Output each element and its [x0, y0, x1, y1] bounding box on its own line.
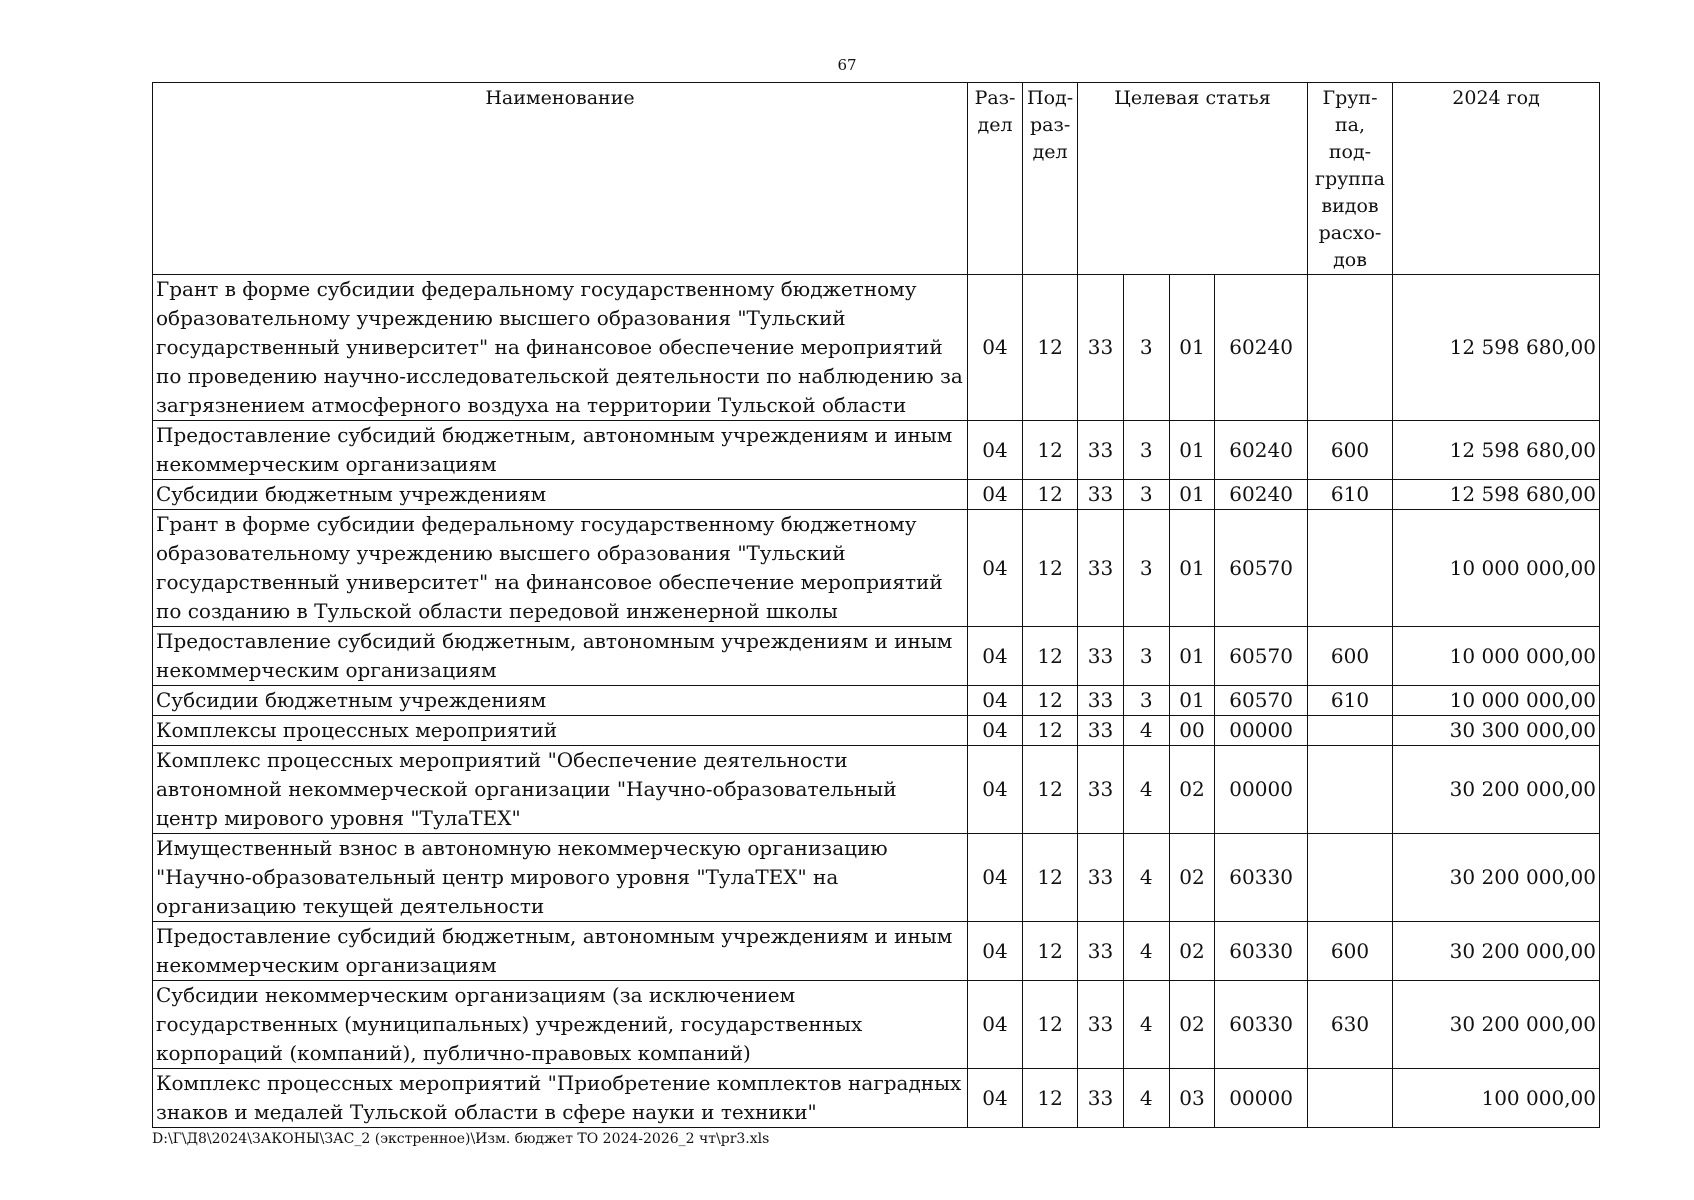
row-target-part4-cell: 60570	[1215, 686, 1308, 716]
table-row	[153, 922, 1600, 981]
row-name-cell: Грант в форме субсидии федеральному государственному бюджетному образовательному учреждению высшего образования "Тульский государственный университет" на финансовое обеспечение мероприятий по созданию в Тульской области передовой инженерной школы	[153, 510, 968, 627]
row-target-part3-cell: 02	[1169, 834, 1215, 922]
row-razdel-cell: 04	[967, 627, 1022, 686]
row-target-part1-cell: 33	[1078, 421, 1124, 480]
row-target-part4-cell: 60570	[1215, 510, 1308, 627]
row-amount-cell: 12 598 680,00	[1393, 421, 1600, 480]
row-target-part3-cell: 01	[1169, 421, 1215, 480]
row-name-cell: Предоставление субсидий бюджетным, автономным учреждениям и иным некоммерческим организациям	[153, 421, 968, 480]
header-group	[1307, 83, 1392, 275]
row-target-part4-cell: 60330	[1215, 922, 1308, 981]
row-target-part1-cell: 33	[1078, 275, 1124, 421]
row-group-cell	[1307, 746, 1392, 834]
row-target-part4-cell: 00000	[1215, 746, 1308, 834]
row-razdel-cell: 04	[967, 922, 1022, 981]
row-target-part4-cell: 60240	[1215, 421, 1308, 480]
row-amount-cell: 100 000,00	[1393, 1069, 1600, 1128]
header-target-article: Целевая статья	[1078, 83, 1308, 275]
table-row	[153, 275, 1600, 421]
row-name-cell: Комплекс процессных мероприятий "Приобретение комплектов наградных знаков и медалей Тульской области в сфере науки и техники"	[153, 1069, 968, 1128]
row-name-cell: Грант в форме субсидии федеральному государственному бюджетному образовательному учреждению высшего образования "Тульский государственный университет" на финансовое обеспечение мероприятий по проведению научно-исследовательской деятельности по наблюдению за загрязнением атмосферного воздуха на территории Тульской области	[153, 275, 968, 421]
header-razdel-text: Раз- дел	[974, 87, 1016, 136]
row-amount-cell: 10 000 000,00	[1393, 510, 1600, 627]
row-razdel-cell: 04	[967, 421, 1022, 480]
row-group-cell: 610	[1307, 686, 1392, 716]
row-razdel-cell: 04	[967, 834, 1022, 922]
row-target-part1-cell: 33	[1078, 746, 1124, 834]
row-target-part2-cell: 4	[1123, 716, 1169, 746]
row-name-cell: Субсидии некоммерческим организациям (за исключением государственных (муниципальных) учреждений, государственных корпораций (компаний), публично-правовых компаний)	[153, 981, 968, 1069]
page-number: 67	[837, 56, 857, 74]
row-podrazdel-cell: 12	[1023, 510, 1078, 627]
table-row	[153, 480, 1600, 510]
row-podrazdel-cell: 12	[1023, 981, 1078, 1069]
row-target-part2-cell: 4	[1123, 922, 1169, 981]
row-target-part2-cell: 4	[1123, 981, 1169, 1069]
row-name-cell: Комплексы процессных мероприятий	[153, 716, 968, 746]
row-target-part2-cell: 4	[1123, 1069, 1169, 1128]
row-podrazdel-cell: 12	[1023, 746, 1078, 834]
row-razdel-cell: 04	[967, 981, 1022, 1069]
row-group-cell: 630	[1307, 981, 1392, 1069]
table-row	[153, 1069, 1600, 1128]
row-amount-cell: 30 300 000,00	[1393, 716, 1600, 746]
row-target-part1-cell: 33	[1078, 627, 1124, 686]
row-podrazdel-cell: 12	[1023, 421, 1078, 480]
row-group-cell	[1307, 834, 1392, 922]
row-amount-cell: 30 200 000,00	[1393, 981, 1600, 1069]
row-target-part4-cell: 00000	[1215, 1069, 1308, 1128]
row-podrazdel-cell: 12	[1023, 922, 1078, 981]
header-razdel	[967, 83, 1022, 275]
table-row	[153, 686, 1600, 716]
table-row	[153, 834, 1600, 922]
row-group-cell: 600	[1307, 421, 1392, 480]
row-target-part2-cell: 3	[1123, 627, 1169, 686]
row-target-part3-cell: 02	[1169, 981, 1215, 1069]
row-group-cell: 610	[1307, 480, 1392, 510]
row-name-cell: Имущественный взнос в автономную некоммерческую организацию "Научно-образовательный центр мирового уровня "ТулаТЕХ" на организацию текущей деятельности	[153, 834, 968, 922]
row-podrazdel-cell: 12	[1023, 275, 1078, 421]
row-group-cell	[1307, 510, 1392, 627]
row-target-part1-cell: 33	[1078, 981, 1124, 1069]
row-target-part3-cell: 01	[1169, 510, 1215, 627]
row-podrazdel-cell: 12	[1023, 686, 1078, 716]
row-amount-cell: 10 000 000,00	[1393, 686, 1600, 716]
row-name-cell: Субсидии бюджетным учреждениям	[153, 480, 968, 510]
row-podrazdel-cell: 12	[1023, 480, 1078, 510]
row-target-part4-cell: 60330	[1215, 981, 1308, 1069]
row-razdel-cell: 04	[967, 480, 1022, 510]
table-header-row	[153, 83, 1600, 275]
row-target-part3-cell: 01	[1169, 480, 1215, 510]
footer-file-path: D:\Г\Д8\2024\ЗАКОНЫ\ЗАС_2 (экстренное)\Изм. бюджет ТО 2024-2026_2 чт\pr3.xls	[152, 1131, 770, 1147]
row-podrazdel-cell: 12	[1023, 834, 1078, 922]
table-row	[153, 981, 1600, 1069]
row-podrazdel-cell: 12	[1023, 1069, 1078, 1128]
row-target-part3-cell: 01	[1169, 686, 1215, 716]
row-podrazdel-cell: 12	[1023, 627, 1078, 686]
row-target-part3-cell: 00	[1169, 716, 1215, 746]
row-group-cell: 600	[1307, 922, 1392, 981]
budget-table	[152, 82, 1600, 1128]
row-amount-cell: 10 000 000,00	[1393, 627, 1600, 686]
row-podrazdel-cell: 12	[1023, 716, 1078, 746]
row-target-part1-cell: 33	[1078, 922, 1124, 981]
row-target-part2-cell: 3	[1123, 510, 1169, 627]
row-group-cell	[1307, 275, 1392, 421]
row-group-cell: 600	[1307, 627, 1392, 686]
row-razdel-cell: 04	[967, 275, 1022, 421]
row-target-part1-cell: 33	[1078, 480, 1124, 510]
row-target-part3-cell: 01	[1169, 627, 1215, 686]
row-target-part3-cell: 03	[1169, 1069, 1215, 1128]
row-razdel-cell: 04	[967, 1069, 1022, 1128]
row-target-part4-cell: 60240	[1215, 480, 1308, 510]
header-group-text: Груп- па, под- группа видов расхо- дов	[1315, 87, 1385, 271]
table-row	[153, 510, 1600, 627]
row-target-part2-cell: 3	[1123, 686, 1169, 716]
row-target-part4-cell: 60240	[1215, 275, 1308, 421]
row-target-part4-cell: 00000	[1215, 716, 1308, 746]
row-name-cell: Комплекс процессных мероприятий "Обеспечение деятельности автономной некоммерческой организации "Научно-образовательный центр мирового уровня "ТулаТЕХ"	[153, 746, 968, 834]
row-razdel-cell: 04	[967, 510, 1022, 627]
row-razdel-cell: 04	[967, 686, 1022, 716]
row-target-part1-cell: 33	[1078, 716, 1124, 746]
row-target-part1-cell: 33	[1078, 1069, 1124, 1128]
row-target-part1-cell: 33	[1078, 834, 1124, 922]
row-amount-cell: 12 598 680,00	[1393, 275, 1600, 421]
row-amount-cell: 30 200 000,00	[1393, 922, 1600, 981]
header-name: Наименование	[153, 83, 968, 275]
header-podrazdel-text: Под- раз- дел	[1027, 87, 1074, 163]
row-razdel-cell: 04	[967, 746, 1022, 834]
row-target-part1-cell: 33	[1078, 510, 1124, 627]
row-target-part4-cell: 60330	[1215, 834, 1308, 922]
table-row	[153, 716, 1600, 746]
table-row	[153, 421, 1600, 480]
row-razdel-cell: 04	[967, 716, 1022, 746]
row-name-cell: Предоставление субсидий бюджетным, автономным учреждениям и иным некоммерческим организациям	[153, 627, 968, 686]
row-target-part2-cell: 3	[1123, 480, 1169, 510]
row-target-part2-cell: 3	[1123, 421, 1169, 480]
row-target-part2-cell: 3	[1123, 275, 1169, 421]
header-year: 2024 год	[1393, 83, 1600, 275]
row-target-part2-cell: 4	[1123, 834, 1169, 922]
row-amount-cell: 30 200 000,00	[1393, 834, 1600, 922]
row-target-part3-cell: 01	[1169, 275, 1215, 421]
row-target-part3-cell: 02	[1169, 922, 1215, 981]
table-row	[153, 746, 1600, 834]
row-amount-cell: 12 598 680,00	[1393, 480, 1600, 510]
row-target-part1-cell: 33	[1078, 686, 1124, 716]
row-target-part3-cell: 02	[1169, 746, 1215, 834]
row-name-cell: Предоставление субсидий бюджетным, автономным учреждениям и иным некоммерческим организациям	[153, 922, 968, 981]
row-amount-cell: 30 200 000,00	[1393, 746, 1600, 834]
row-target-part2-cell: 4	[1123, 746, 1169, 834]
row-group-cell	[1307, 716, 1392, 746]
header-podrazdel	[1023, 83, 1078, 275]
row-target-part4-cell: 60570	[1215, 627, 1308, 686]
table-row	[153, 627, 1600, 686]
row-name-cell: Субсидии бюджетным учреждениям	[153, 686, 968, 716]
row-group-cell	[1307, 1069, 1392, 1128]
